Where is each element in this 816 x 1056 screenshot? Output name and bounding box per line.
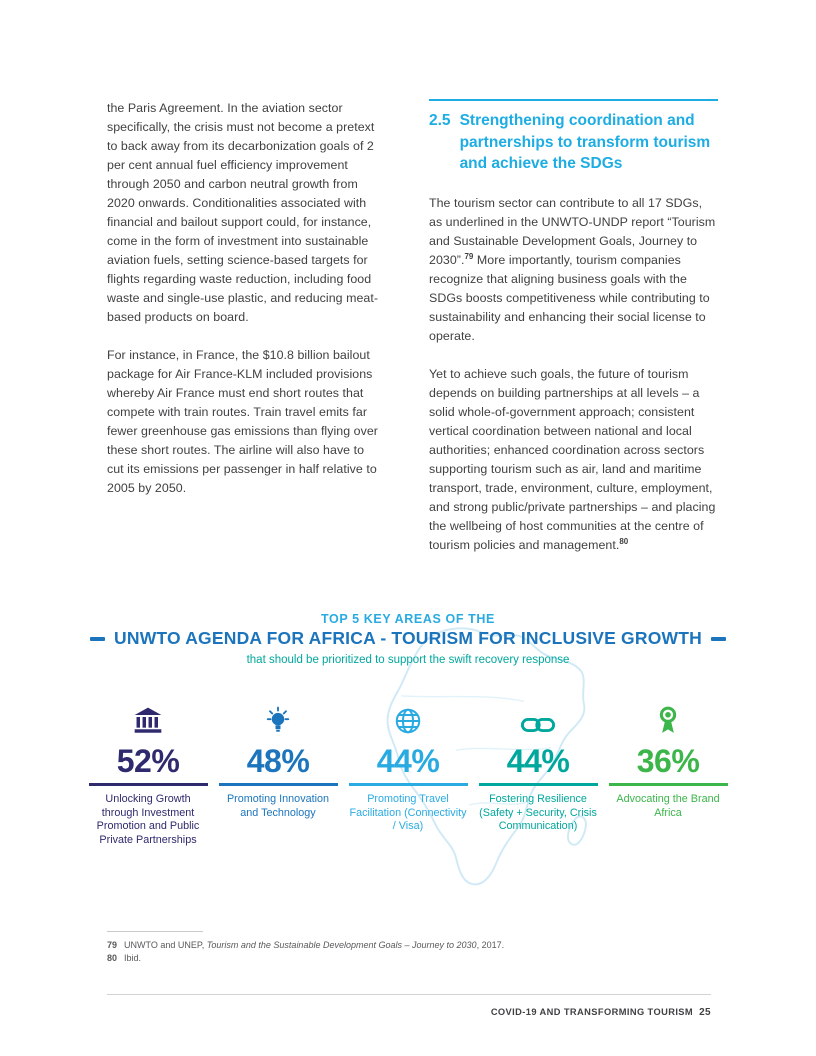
bank-icon [89,702,208,736]
stat-underline [219,783,338,786]
stat-item [479,702,598,847]
footnote-italic-title: Tourism and the Sustainable Development Goals – Journey to 2030 [206,940,477,950]
footnote-ref: 79 [464,251,474,261]
chain-links-icon [479,702,598,736]
footnotes [107,931,717,965]
globe-plane-icon [349,702,468,736]
stat-label: Advocating the Brand Africa [616,793,720,819]
body-paragraph [429,365,718,555]
stat-label: Promoting Travel Facilitation (Connectivity / Visa) [349,793,467,832]
stat-item [219,702,338,847]
infographic-title-line1: TOP 5 KEY AREAS OF THE [321,612,495,626]
right-column [429,99,718,574]
infographic-subtitle: that should be prioritized to support the swift recovery response [246,654,570,666]
stat-items-row [0,702,816,847]
stat-underline [89,783,208,786]
footnote-text: UNWTO and UNEP, [124,940,207,950]
stat-value: 48% [246,743,310,779]
section-title: Strengthening coordination and partnerships to transform tourism and achieve the SDGs [459,112,711,172]
paragraph-text: More importantly, tourism companies recognize that aligning business goals with the SDGs boosts competitiveness while contributing to sustainability and enhancing their social license to operate. [429,252,710,343]
footnote [107,939,717,952]
body-paragraph: the Paris Agreement. In the aviation sector specifically, the crisis must not become a pretext to back away from its decarbonization goals of 2 per cent annual fuel efficiency improvement through 2050 and carbon neutral growth from 2020 onwards. Conditionalities associated with financial and bailout support could, for instance, come in the form of investment into sustainable aviation fuels, setting science-based targets for flights regarding waste reduction, including food waste and single-use plastic, and reducing meat-based products on board. [107,101,379,324]
title-dash-right-icon [711,637,726,641]
stat-underline [479,783,598,786]
stat-label: Fostering Resilience (Safety + Security, Crisis Communication) [479,793,597,832]
page-number: 25 [699,1007,711,1018]
infographic-title-line2: UNWTO AGENDA FOR AFRICA - TOURISM FOR INCLUSIVE GROWTH [114,628,702,648]
stat-item [349,702,468,847]
stat-item [609,702,728,847]
footnote-text: Ibid. [124,953,142,963]
page-footer [107,1007,711,1018]
footnote-text: , 2017. [476,940,505,950]
stat-label: Promoting Innovation and Technology [226,793,330,819]
title-dash-left-icon [90,637,105,641]
section-number: 2.5 [429,112,451,129]
footer-title: COVID-19 AND TRANSFORMING TOURISM [490,1007,694,1017]
paragraph-text: Yet to achieve such goals, the future of tourism depends on building partnerships at all levels – a solid whole-of-government approach; consistent vertical coordination between national and local authorities; enhanced coordination across sectors supporting tourism such as air, land and maritime transport, trade, environment, culture, employment, and strong public/private partnerships – and placing the wellbeing of host communities at the centre of tourism policies and management. [429,366,716,552]
footer-rule [107,994,711,995]
footnote-separator [107,931,203,932]
footnote-number: 79 [107,940,118,950]
section-heading [429,99,718,175]
left-column [107,99,381,517]
stat-value: 52% [116,743,180,779]
footnote [107,952,717,965]
stat-label: Unlocking Growth through Investment Promotion and Public Private Partnerships [96,793,200,846]
stat-underline [349,783,468,786]
stat-underline [609,783,728,786]
body-paragraph [429,194,718,346]
infographic [0,612,816,917]
footnote-number: 80 [107,953,118,963]
stat-value: 36% [636,743,700,779]
paragraph-text: The tourism sector can contribute to all 17 SDGs, as underlined in the UNWTO-UNDP report “Tourism and Sustainable Development Goals, Journey to 2030”. [429,195,716,267]
stat-value: 44% [376,743,440,779]
stat-item [89,702,208,847]
stat-value: 44% [506,743,570,779]
footnote-ref: 80 [619,536,629,546]
body-paragraph: For instance, in France, the $10.8 billion bailout package for Air France-KLM included provisions whereby Air France must end short routes that compete with train routes. Train travel emits far fewer greenhouse gas emissions than flying over these short routes. The airline will also have to cut its emissions per passenger in half relative to 2005 by 2050. [107,348,378,495]
lightbulb-icon [219,702,338,736]
award-ribbon-icon [609,702,728,736]
